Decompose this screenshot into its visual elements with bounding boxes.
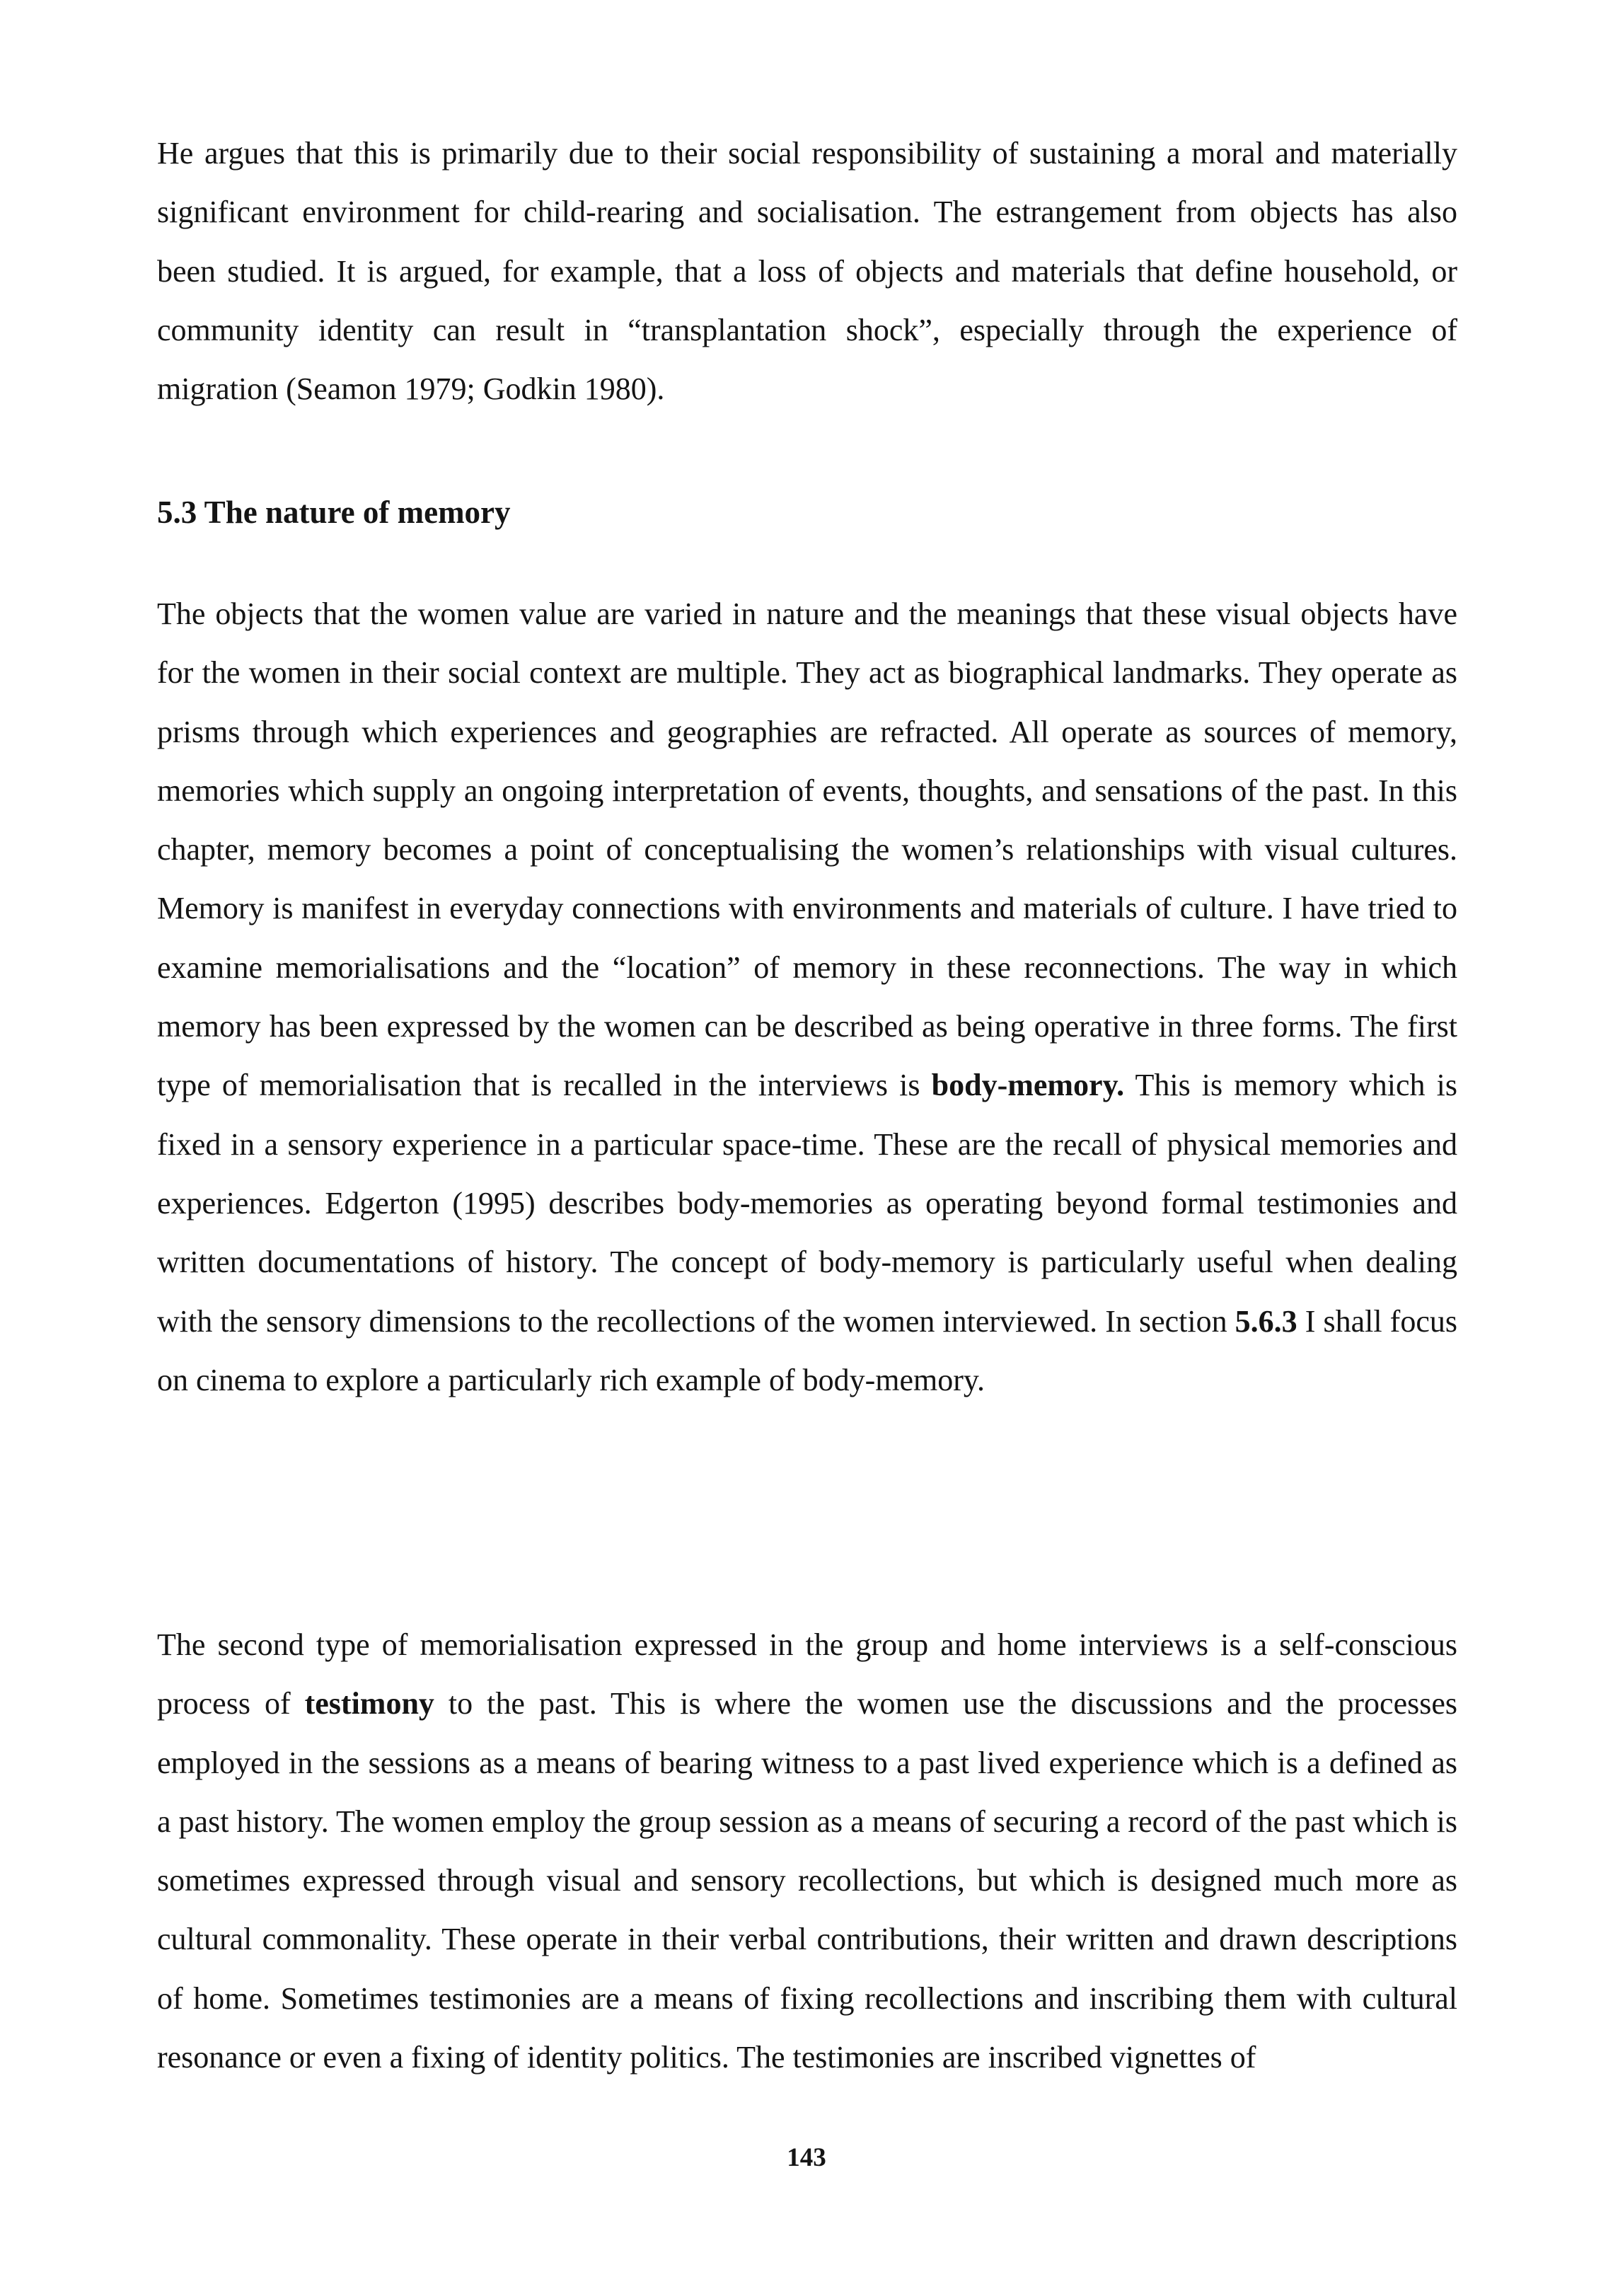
section-reference: 5.6.3: [1235, 1303, 1297, 1339]
paragraph-2-text-part-3: I shall focus on cinema to explore a particularly rich example of body-memory.: [157, 1303, 1457, 1397]
body-paragraph-3: [157, 1615, 1457, 2087]
paragraph-3-text-part-2: to the past. This is where the women use the discussions and the processes employed in the sessions as a means of bearing witness to a past lived experience which is a defined as a past history. The women employ the group session as a means of securing a record of the past which is sometimes expressed through visual and sensory recollections, but which is designed much more as cultural commonality. These operate in their verbal contributions, their written and drawn descriptions of home. Sometimes testimonies are a means of fixing recollections and inscribing them with cultural resonance or even a fixing of identity politics. The testimonies are inscribed vignettes of: [157, 1686, 1458, 2075]
paragraph-3-text-part-1: The second type of memorialisation expressed in the group and home interviews is a self-conscious process of: [157, 1627, 1457, 1721]
paragraph-2-text-part-2: This is memory which is fixed in a sensory experience in a particular space-time. These are the recall of physical memories and experiences. Edgerton (1995) describes body-memories as operating beyond formal testimonies and written documentations of history. The concept of body-memory is particularly useful when dealing with the sensory dimensions to the recollections of the women interviewed. In section: [157, 1068, 1457, 1339]
body-paragraph-2: [157, 584, 1457, 1409]
paragraph-2-text-part-1: The objects that the women value are varied in nature and the meanings that these visual objects have for the women in their social context are multiple. They act as biographical landmarks. They operate as prisms through which experiences and geographies are refracted. All operate as sources of memory, memories which supply an ongoing interpretation of events, thoughts, and sensations of the past. In this chapter, memory becomes a point of conceptualising the women’s relationships with visual cultures. Memory is manifest in everyday connections with environments and materials of culture. I have tried to examine memorialisations and the “location” of memory in these reconnections. The way in which memory has been expressed by the women can be described as being operative in three forms. The first type of memorialisation that is recalled in the interviews is: [157, 596, 1457, 1103]
page-number: 143: [787, 2143, 826, 2172]
body-memory-term: body-memory.: [931, 1068, 1125, 1103]
body-paragraph-1: [157, 124, 1457, 418]
section-heading: 5.3 The nature of memory: [157, 495, 511, 530]
paragraph-1-text: He argues that this is primarily due to their social responsibility of sustaining a moral and materially significant environment for child-rearing and socialisation. The estrangement from objects has also been studied. It is argued, for example, that a loss of objects and materials that define household, or community identity can result in “transplantation shock”, especially through the experience of migration (Seamon 1979; Godkin 1980).: [157, 136, 1457, 407]
testimony-term: testimony: [304, 1686, 434, 1721]
